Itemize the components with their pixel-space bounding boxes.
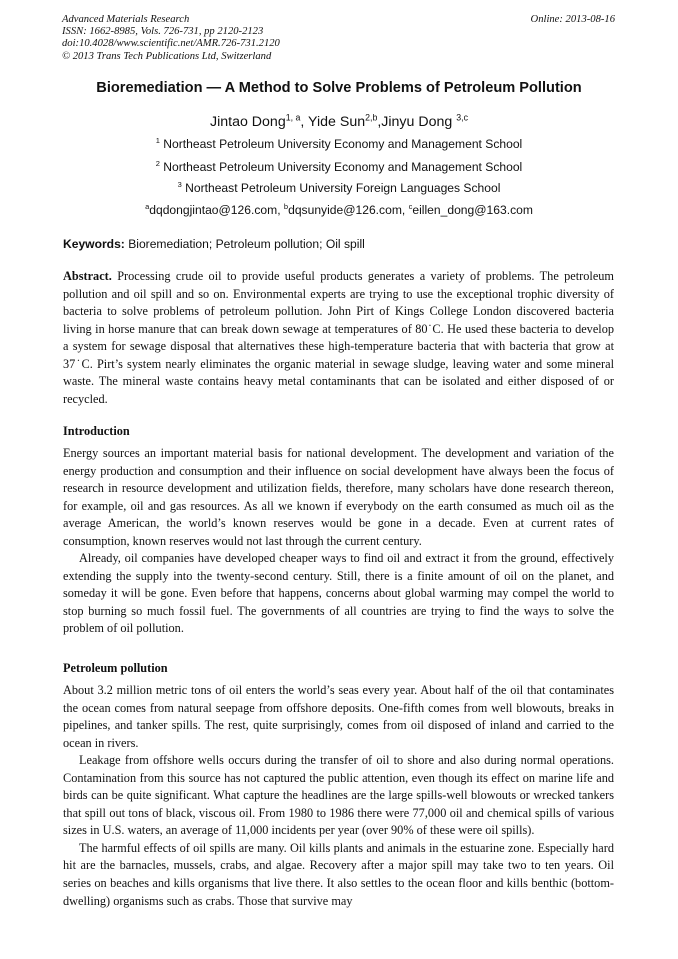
author-sup: 3,c	[456, 112, 468, 123]
section-heading-introduction: Introduction	[63, 424, 130, 438]
affiliation-sup: 2	[155, 158, 160, 168]
paragraph: About 3.2 million metric tons of oil enters the world’s seas every year. About half of the oil that contaminates the ocean comes from natural seepage from offshore deposits. One-fifth comes from well blowouts, breaks in pipelines, and tanker spills. The rest, quite surprisingly, comes from oil disposed of inland and carried to the ocean in rivers.	[63, 683, 614, 750]
affiliation	[0, 137, 678, 151]
email: dqdongjintao@126.com	[149, 203, 278, 217]
petroleum-pollution-body	[63, 682, 614, 910]
issn-line: ISSN: 1662-8985, Vols. 726-731, pp 2120-2123	[62, 26, 264, 38]
author-list: Jintao Dong$^{1, a}$, Yide Sun$^{2,b}$,Jinyu Dong $^{3,c}$	[210, 112, 468, 130]
affiliation-sup: 3	[177, 179, 182, 189]
email: eillen_dong@163.com	[412, 203, 533, 217]
email-sup: c	[408, 201, 413, 211]
doi-line: doi:10.4028/www.scientific.net/AMR.726-731.2120	[62, 38, 280, 50]
affiliation	[0, 160, 678, 174]
paragraph: Already, oil companies have developed cheaper ways to find oil and extract it from the ground, effectively extending the supply into the twenty-second century. Still, there is a finite amount of oil on the planet, and someday it will be gone. Even before that happens, concerns about global warming may compel the world to stop burning so much fossil fuel. The governments of all countries are trying to find the ways to solve the problem of oil pollution.	[63, 551, 614, 636]
paragraph: The harmful effects of oil spills are many. Oil kills plants and animals in the estuarine zone. Especially hard hit are the barnacles, mussels, crabs, and algae. Recovery after a major spill may take two to ten years. Oil series on beaches and kills organisms that live there. It also settles to the ocean floor and kills benthic (bottom-dwelling) organisms such as crabs. Those that survive may	[63, 840, 614, 908]
affiliation-text: Northeast Petroleum University Foreign Languages School	[185, 181, 501, 195]
affiliation-text: Northeast Petroleum University Economy and Management School	[163, 160, 523, 174]
online-date: Online: 2013-08-16	[530, 14, 615, 25]
affiliation	[0, 181, 678, 195]
abstract-text: Processing crude oil to provide useful products generates a variety of problems. The petroleum pollution and oil spill and so on. Environmental experts are trying to use the exceptional trophic diversity of bacteria to solve problems of petroleum pollution. John Pirt of Kings College London discovered bacteria living in horse manure that can break down sewage at temperatures of 80˙C. He used these bacteria to develop a system for sewage disposal that alternatives these high-temperature bacteria that with bacteria that grow at 37˙C. Pirt’s system nearly eliminates the organic material in sewage sludge, leaving water and some mineral waste. The mineral waste contains heavy metal contaminants that can be isolated and either disposed of or recycled.	[63, 269, 614, 406]
abstract-label: Abstract.	[63, 269, 112, 283]
keywords-text: Bioremediation; Petroleum pollution; Oil spill	[128, 237, 365, 251]
author-sup: 1, a	[285, 112, 301, 123]
keywords-line	[63, 237, 365, 251]
journal-header	[62, 14, 280, 63]
section-heading-petroleum-pollution: Petroleum pollution	[63, 661, 168, 675]
copyright-line: © 2013 Trans Tech Publications Ltd, Switzerland	[62, 50, 272, 62]
keywords-label: Keywords:	[63, 237, 125, 251]
introduction-body	[63, 445, 614, 638]
author-sup: 2,b	[365, 112, 378, 123]
email-sup: a	[145, 201, 150, 211]
author-name: Jintao Dong	[210, 114, 286, 130]
affiliation-text: Northeast Petroleum University Economy and Management School	[163, 137, 523, 151]
journal-name: Advanced Materials Research	[62, 14, 190, 25]
affiliation-sup: 1	[155, 135, 160, 145]
abstract	[63, 268, 614, 408]
author-name: Jinyu Dong	[381, 114, 453, 130]
author-name: Yide Sun	[308, 114, 366, 130]
paper-title: Bioremediation — A Method to Solve Problems of Petroleum Pollution	[96, 80, 582, 96]
email: dqsunyide@126.com	[288, 203, 402, 217]
email-sup: b	[283, 201, 289, 211]
paragraph: Energy sources an important material basis for national development. The development and variation of the energy production and consumption and their influence on social development have always been the focus of research in resource development and utilization fields, therefore, many scholars have done research thereon, for example, oil and gas resources. As all we known if everybody on the earth consumed as much oil as the average American, the world’s known reserves would be gone in a decade. Even at current rates of consumption, known reserves would not last through the current century.	[63, 446, 614, 548]
email-line: $^a$dqdongjintao@126.com, $^b$dqsunyide@126.com, $^c$eillen_dong@163.com	[145, 201, 533, 217]
paragraph: Leakage from offshore wells occurs during the transfer of oil to shore and also during normal operations. Contamination from this source has not captured the public attention, even though its effect on marine life and birds can be quite significant. What capture the headlines are the large spills-well blowouts or wrecked tankers that spill out tons of black, viscous oil. From 1980 to 1986 there were 77,000 oil and chemical spills of various sizes in U.S. waters, an average of 11,000 incidents per year (over 90% of these were oil spills).	[63, 753, 614, 838]
